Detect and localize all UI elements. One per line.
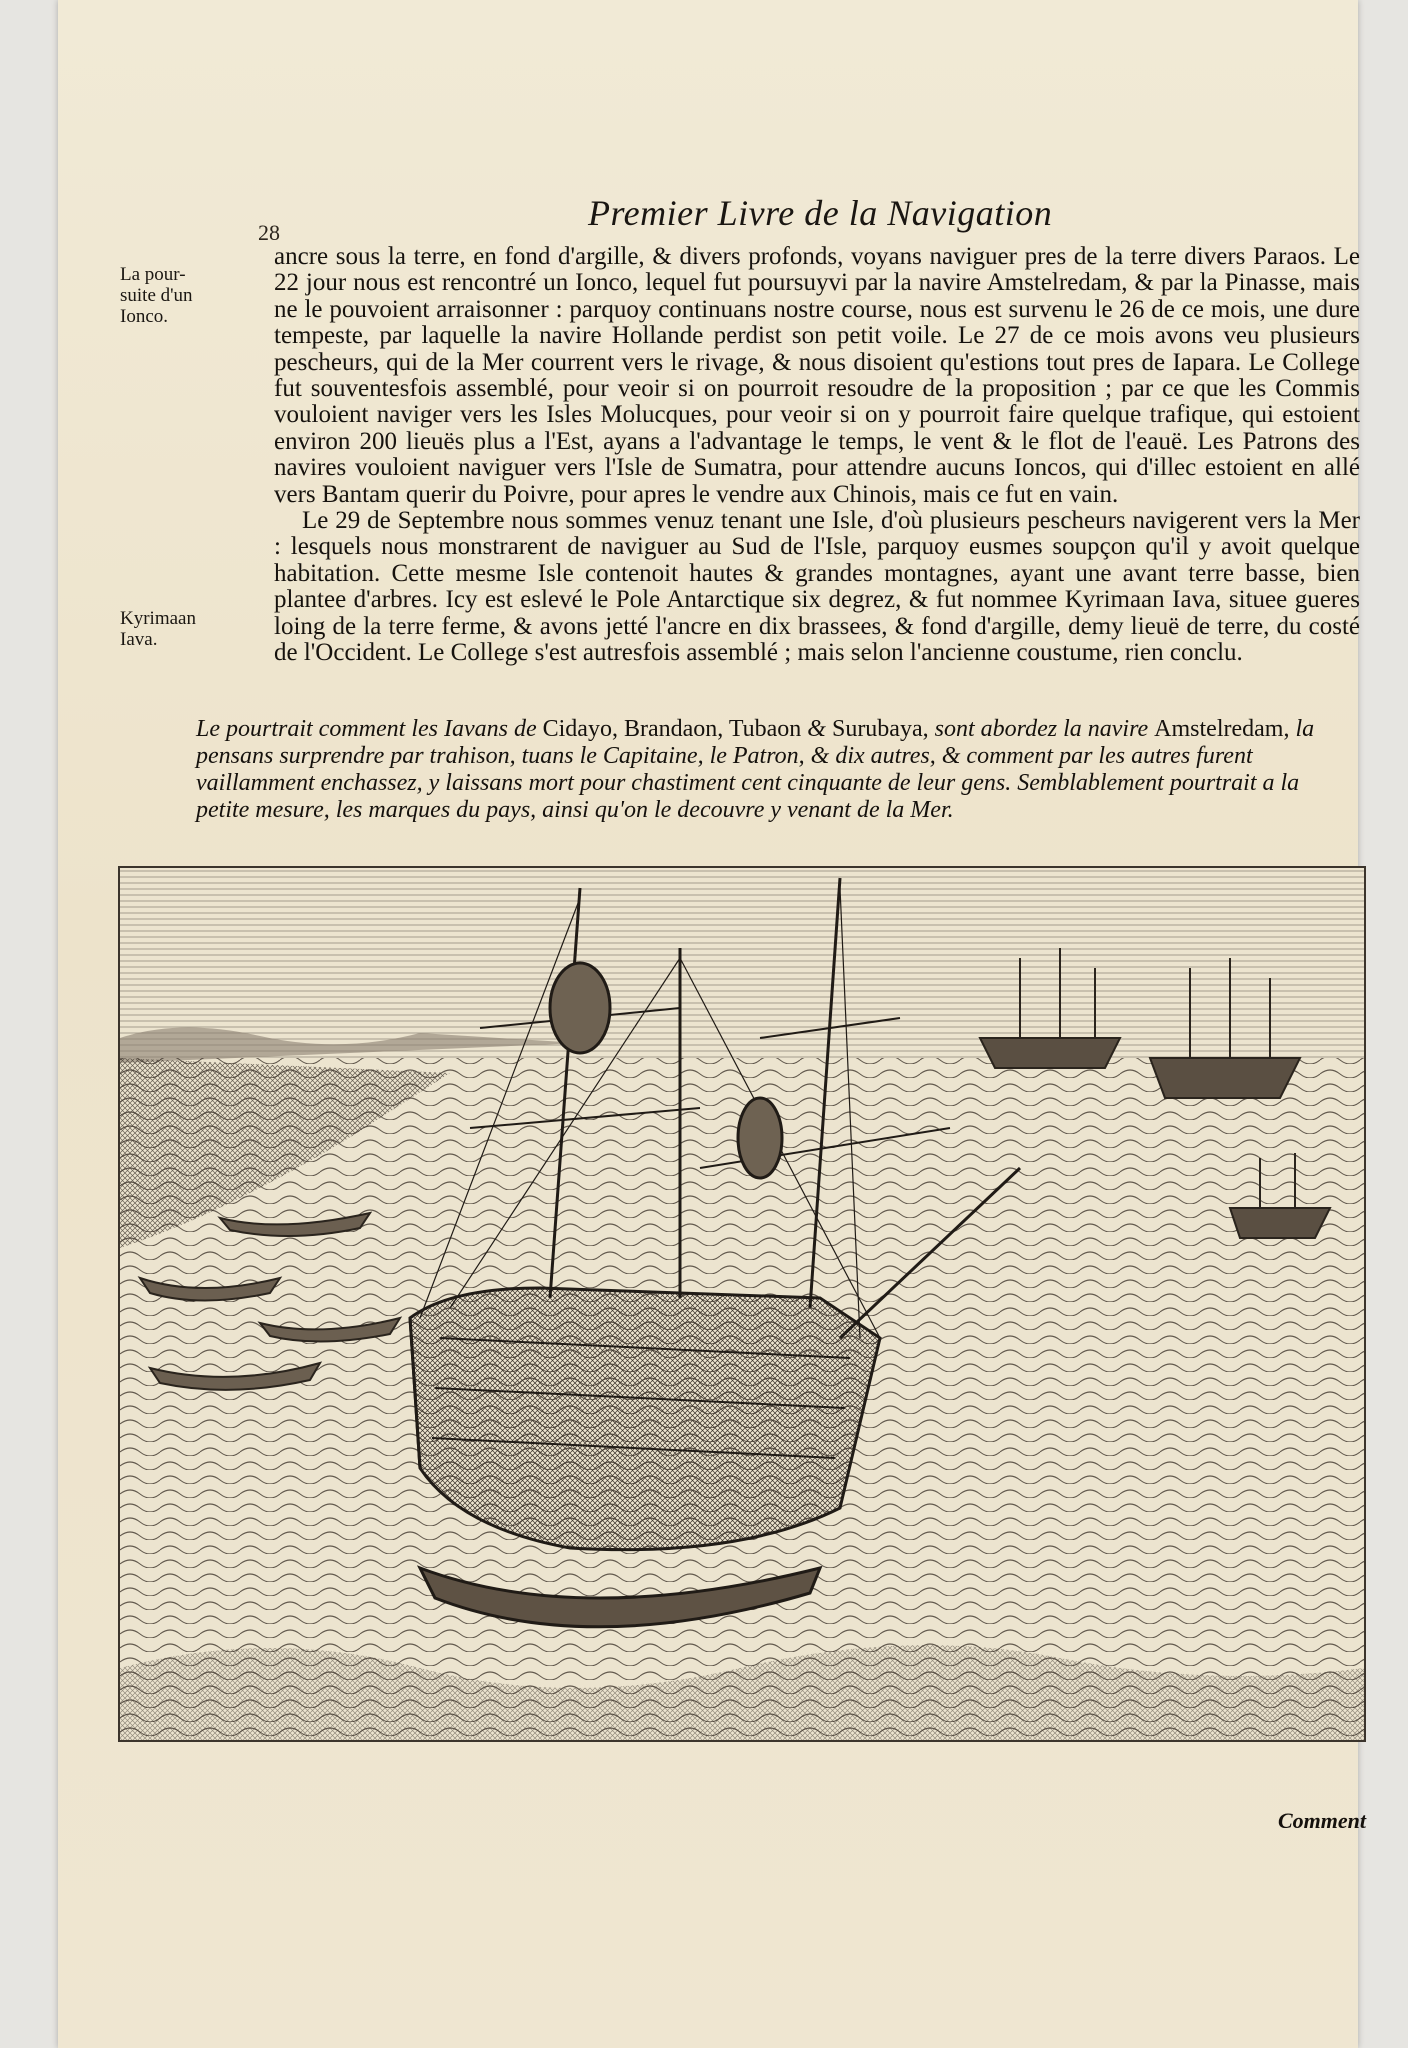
show-through-text xyxy=(178,500,184,530)
catchword: Comment xyxy=(1278,1808,1367,1833)
engraving-drawing xyxy=(120,868,1364,1740)
margin-note-kyrimaan: Kyrimaan Iava. xyxy=(120,608,196,650)
ship-engraving xyxy=(118,866,1366,1742)
body-text xyxy=(274,244,1360,667)
illustration-caption: Le pourtrait comment les Iavans de Cidayo, Brandaon, Tubaon & Surubaya, sont abordez la navire Amstelredam, la pensans surprendre par trahison, tuans le Capitaine, le Patron, & dix autres, & comment par les autres furent vaillamment enchassez, y laissans mort pour chastiment cent cinquante de leur gens. Semblablement pourtrait a la petite mesure, les marques du pays, ainsi qu'on le decouvre y venant de la Mer. xyxy=(196,716,1315,823)
running-header: Premier Livre de la Navigation xyxy=(588,193,1053,233)
paragraph: Le 29 de Septembre nous sommes venuz tenant une Isle, d'où plusieurs pescheurs navigerent vers la Mer : lesquels nous monstrarent de naviguer au Sud de l'Isle, parquoy eusmes soupçon qu'il y avoit quelque habitation. Cette mesme Isle contenoit hautes & grandes montagnes, ayant une avant terre basse, bien plantee d'arbres. Icy est eslevé le Pole Antarctique six degrez, & fut nommee Kyrimaan Iava, situee gueres loing de la terre ferme, & avons jetté l'ancre en dix brassees, & fond d'argille, demy lieuë de terre, du costé de l'Occident. Le College s'est autresfois assemblé ; mais selon l'ancienne coustume, rien conclu. xyxy=(274,507,1360,667)
paper-sheet xyxy=(58,0,1367,2048)
margin-note-poursuite: La pour- suite d'un Ionco. xyxy=(120,264,193,327)
folio-number: 28 xyxy=(258,220,280,245)
paragraph: ancre sous la terre, en fond d'argille, & divers profonds, voyans naviguer pres de la terre divers Paraos. Le 22 jour nous est rencontré un Ionco, lequel fut poursuyvi par la navire Amstelredam, & par la Pinasse, mais ne le pouvoient arraisonner : parquoy continuans nostre course, nous est survenu le 26 de ce mois, une dure tempeste, par laquelle la navire Hollande perdist son petit voile. Le 27 de ce mois avons veu plusieurs pescheurs, qui de la Mer courrent vers le rivage, & nous disoient qu'estions tout pres de Iapara. Le College fut souventesfois assemblé, pour veoir si on pourroit resoudre de la proposition ; par ce que les Commis vouloient naviger vers les Isles Molucques, pour veoir si on y pourroit faire quelque trafique, qui estoient environ 200 lieuës plus a l'Est, ayans a l'advantage le temps, le vent & le flot de l'eauë. Les Patrons des navires vouloient naviguer vers l'Isle de Sumatra, pour attendre aucuns Ioncos, qui d'illec estoient en allé vers Bantam querir du Poivre, pour apres le vendre aux Chinois, mais ce fut en vain. xyxy=(274,243,1360,508)
